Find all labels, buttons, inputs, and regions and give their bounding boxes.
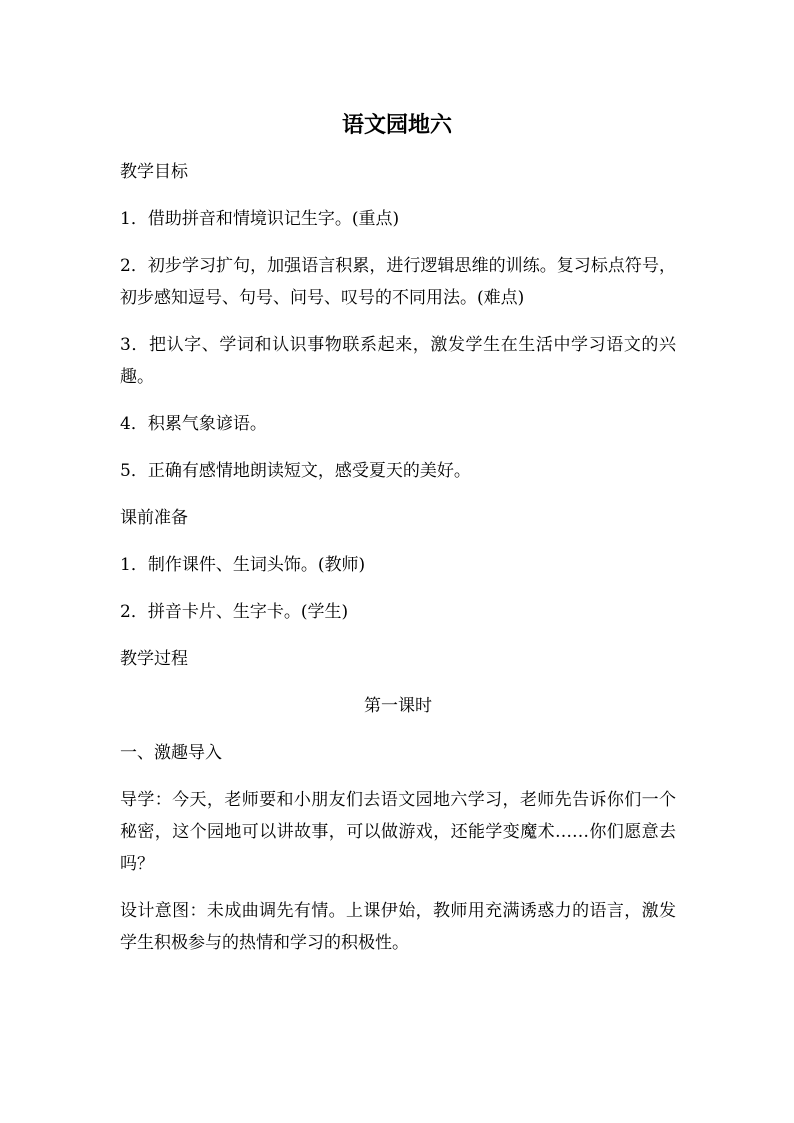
step1-guide-text: 导学：今天，老师要和小朋友们去语文园地六学习，老师先告诉你们一个秘密，这个园地可以讲故事，可以做游戏，还能学变魔术……你们愿意去吗？ bbox=[120, 790, 676, 874]
goals-heading: 教学目标 bbox=[120, 162, 188, 182]
document-body bbox=[120, 156, 676, 974]
goal-item: 2．初步学习扩句，加强语言积累，进行逻辑思维的训练。复习标点符号，初步感知逗号、句号、问号、叹号的不同用法。(难点) bbox=[120, 256, 676, 308]
goal-item: 5．正确有感情地朗读短文，感受夏天的美好。 bbox=[120, 461, 471, 481]
step1-heading: 一、激趣导入 bbox=[120, 743, 222, 763]
prep-item: 1．制作课件、生词头饰。(教师) bbox=[120, 555, 366, 575]
goal-item: 4．积累气象谚语。 bbox=[120, 414, 267, 434]
lesson-heading: 第一课时 bbox=[364, 696, 432, 716]
goal-item: 3．把认字、学词和认识事物联系起来，激发学生在生活中学习语文的兴趣。 bbox=[120, 335, 676, 387]
process-heading: 教学过程 bbox=[120, 649, 188, 669]
document-title: 语文园地六 bbox=[341, 112, 452, 138]
prep-item: 2．拼音卡片、生字卡。(学生) bbox=[120, 602, 349, 622]
step1-design-text: 设计意图：未成曲调先有情。上课伊始，教师用充满诱惑力的语言，激发学生积极参与的热情和学习的积极性。 bbox=[120, 901, 676, 953]
prep-heading: 课前准备 bbox=[120, 508, 188, 528]
goal-item: 1．借助拼音和情境识记生字。(重点) bbox=[120, 209, 400, 229]
